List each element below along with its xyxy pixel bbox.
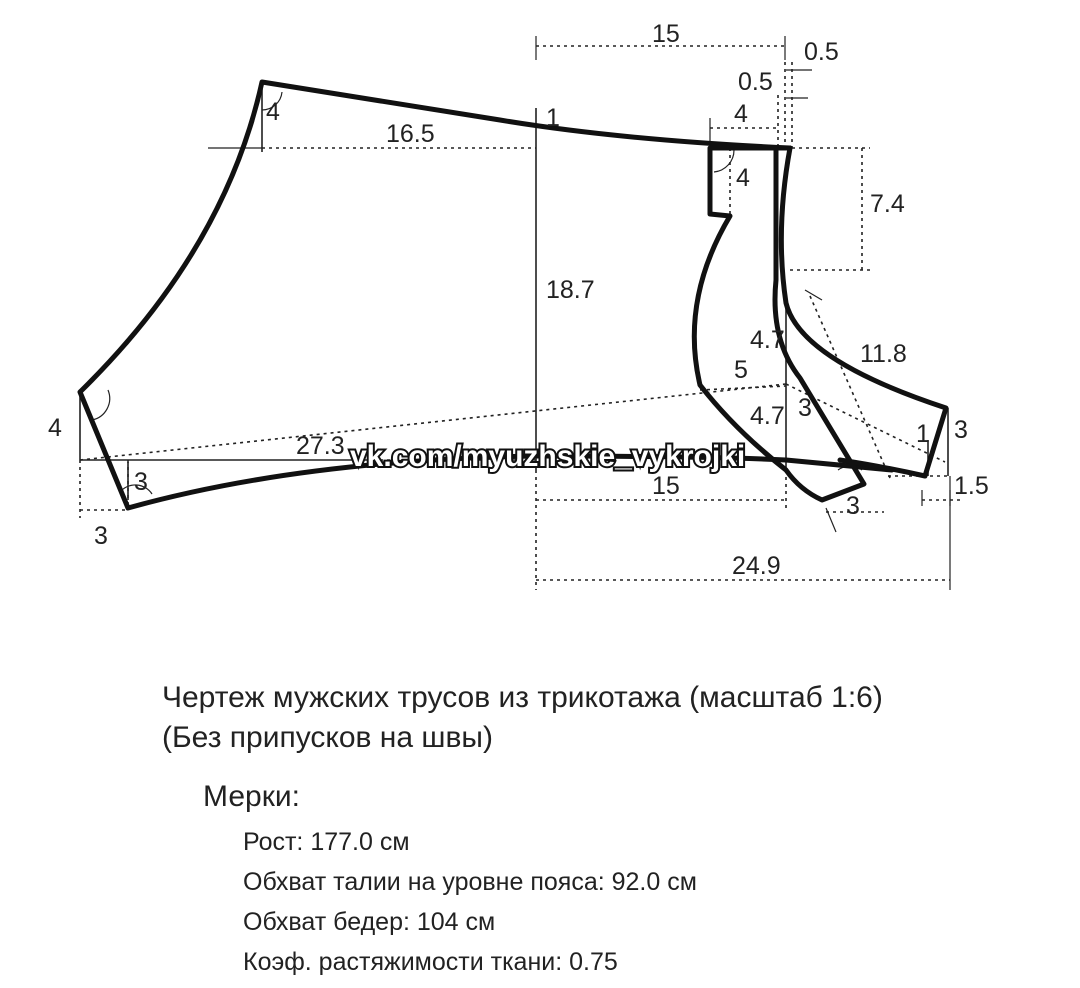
measurements-title: Мерки: [203, 780, 300, 813]
measurement-hips: Обхват бедер: 104 см [243, 908, 496, 936]
caption [162, 678, 883, 758]
dim-front-corner: 4 [736, 164, 750, 192]
dim-right-side: 3 [954, 416, 968, 444]
dimension-labels [48, 20, 989, 580]
dim-gusset-bottom: 3 [846, 492, 860, 520]
dim-leg-left-offset: 3 [134, 468, 148, 496]
dim-side-height: 18.7 [546, 276, 595, 304]
watermark: vk.com/myuzhskie_vykrojki [350, 440, 746, 473]
dim-diagonal: 27.3 [296, 432, 345, 460]
dimension-lines [80, 36, 960, 590]
dim-top-width: 15 [652, 20, 680, 48]
measurement-height: Рост: 177.0 см [243, 828, 410, 856]
dim-gusset-mark: 3 [798, 394, 812, 422]
caption-line-2: (Без припусков на швы) [162, 721, 493, 754]
dim-crotch-offset: 5 [734, 356, 748, 384]
measurement-waist: Обхват талии на уровне пояса: 92.0 см [243, 868, 697, 896]
caption-line-1: Чертеж мужских трусов из трикотажа (масштаб 1:6) [162, 681, 883, 714]
dim-back-upper-width: 16.5 [386, 120, 435, 148]
dim-leg-left-width: 3 [94, 522, 108, 550]
dim-front-top-width: 4 [734, 100, 748, 128]
dim-gusset-upper: 4.7 [750, 326, 785, 354]
dim-bottom-width: 15 [652, 472, 680, 500]
dim-back-corner: 4 [266, 98, 280, 126]
measurement-stretch: Коэф. растяжимости ткани: 0.75 [243, 948, 618, 976]
dim-total-width: 24.9 [732, 552, 781, 580]
dim-crotch-curve: 11.8 [860, 340, 907, 368]
dim-gusset-lower: 4.7 [750, 402, 785, 430]
dim-top-small-a: 0.5 [804, 38, 839, 66]
measurements-list [243, 822, 697, 982]
dim-front-depth: 7.4 [870, 190, 905, 218]
dim-right-offset: 1.5 [954, 472, 989, 500]
dim-rise: 1 [546, 104, 560, 132]
dim-leg-left-height: 4 [48, 414, 62, 442]
dim-top-small-b: 0.5 [738, 68, 773, 96]
dim-right-rise: 1 [916, 420, 930, 448]
